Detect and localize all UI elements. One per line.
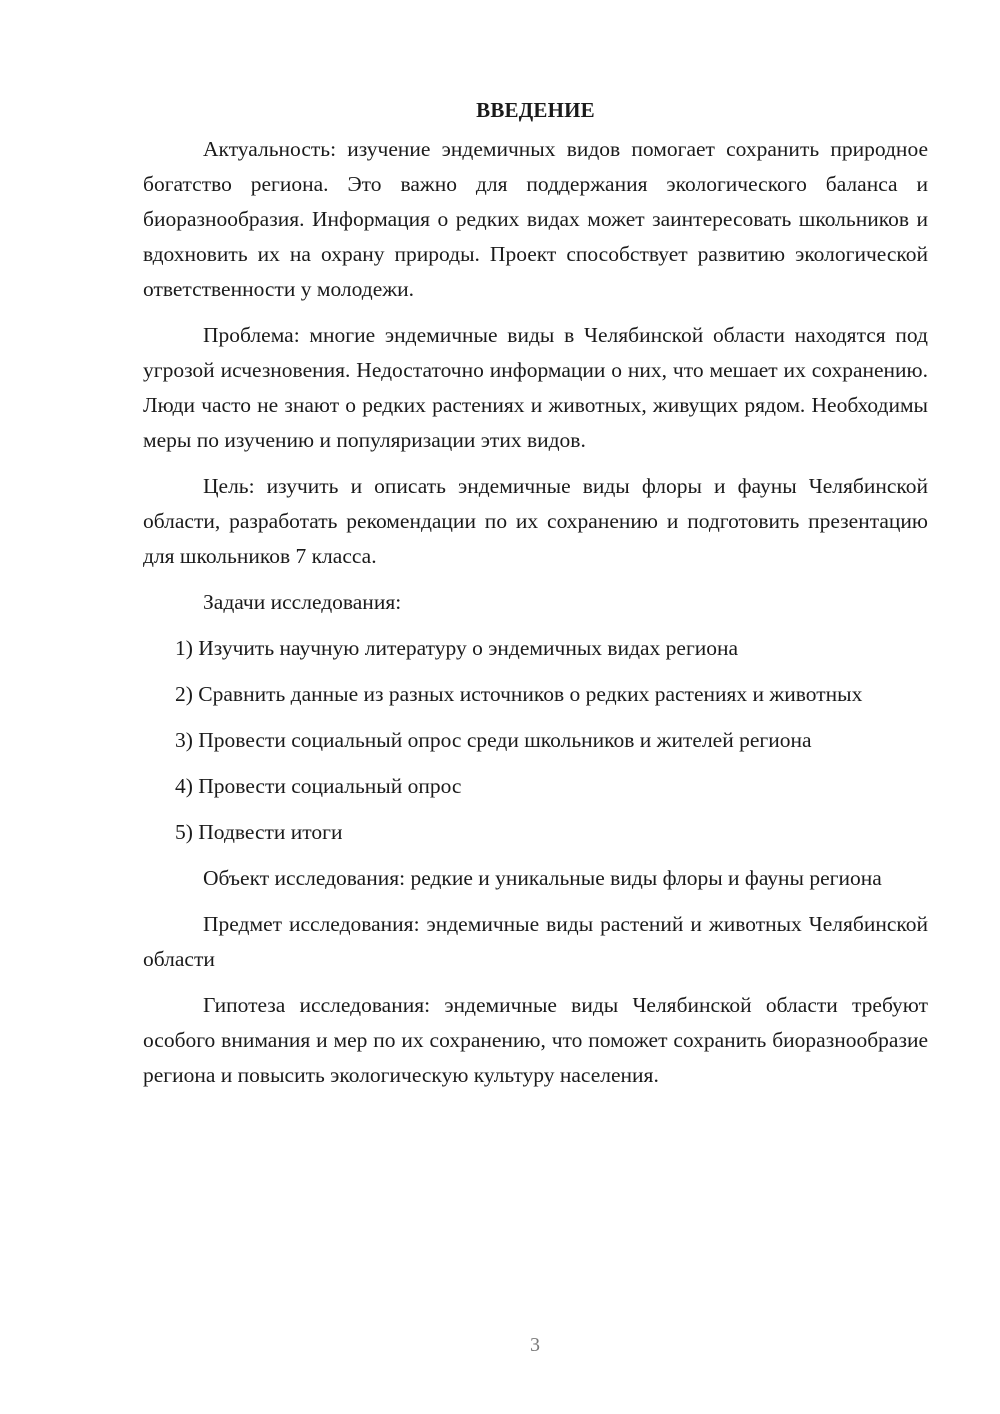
subject-paragraph: Предмет исследования: эндемичные виды растений и животных Челябинской области	[143, 912, 928, 971]
task-item-5: 5) Подвести итоги	[175, 820, 343, 844]
relevance-paragraph: Актуальность: изучение эндемичных видов помогает сохранить природное богатство региона. Это важно для поддержания экологического баланса и биоразнообразия. Информация о редких видах может заинтересовать школьников и вдохновить их на охрану природы. Проект способствует развитию экологической ответственности у молодежи.	[143, 137, 928, 301]
page-heading: ВВЕДЕНИЕ	[476, 98, 595, 122]
document-page	[143, 92, 928, 1104]
page-number: 3	[530, 1334, 540, 1356]
task-item-2: 2) Сравнить данные из разных источников о редких растениях и животных	[175, 682, 863, 706]
problem-paragraph: Проблема: многие эндемичные виды в Челябинской области находятся под угрозой исчезновения. Недостаточно информации о них, что мешает их сохранению. Люди часто не знают о редких растениях и животных, живущих рядом. Необходимы меры по изучению и популяризации этих видов.	[143, 323, 928, 452]
task-item-1: 1) Изучить научную литературу о эндемичных видах региона	[175, 636, 739, 660]
task-item-4: 4) Провести социальный опрос	[175, 774, 462, 798]
object-paragraph: Объект исследования: редкие и уникальные виды флоры и фауны региона	[203, 866, 882, 890]
goal-paragraph: Цель: изучить и описать эндемичные виды флоры и фауны Челябинской области, разработать рекомендации по их сохранению и подготовить презентацию для школьников 7 класса.	[143, 474, 928, 568]
task-item-3: 3) Провести социальный опрос среди школьников и жителей региона	[175, 728, 812, 752]
tasks-title: Задачи исследования:	[203, 590, 402, 614]
hypothesis-paragraph: Гипотеза исследования: эндемичные виды Челябинской области требуют особого внимания и мер по их сохранению, что поможет сохранить биоразнообразие региона и повысить экологическую культуру населения.	[143, 993, 928, 1087]
